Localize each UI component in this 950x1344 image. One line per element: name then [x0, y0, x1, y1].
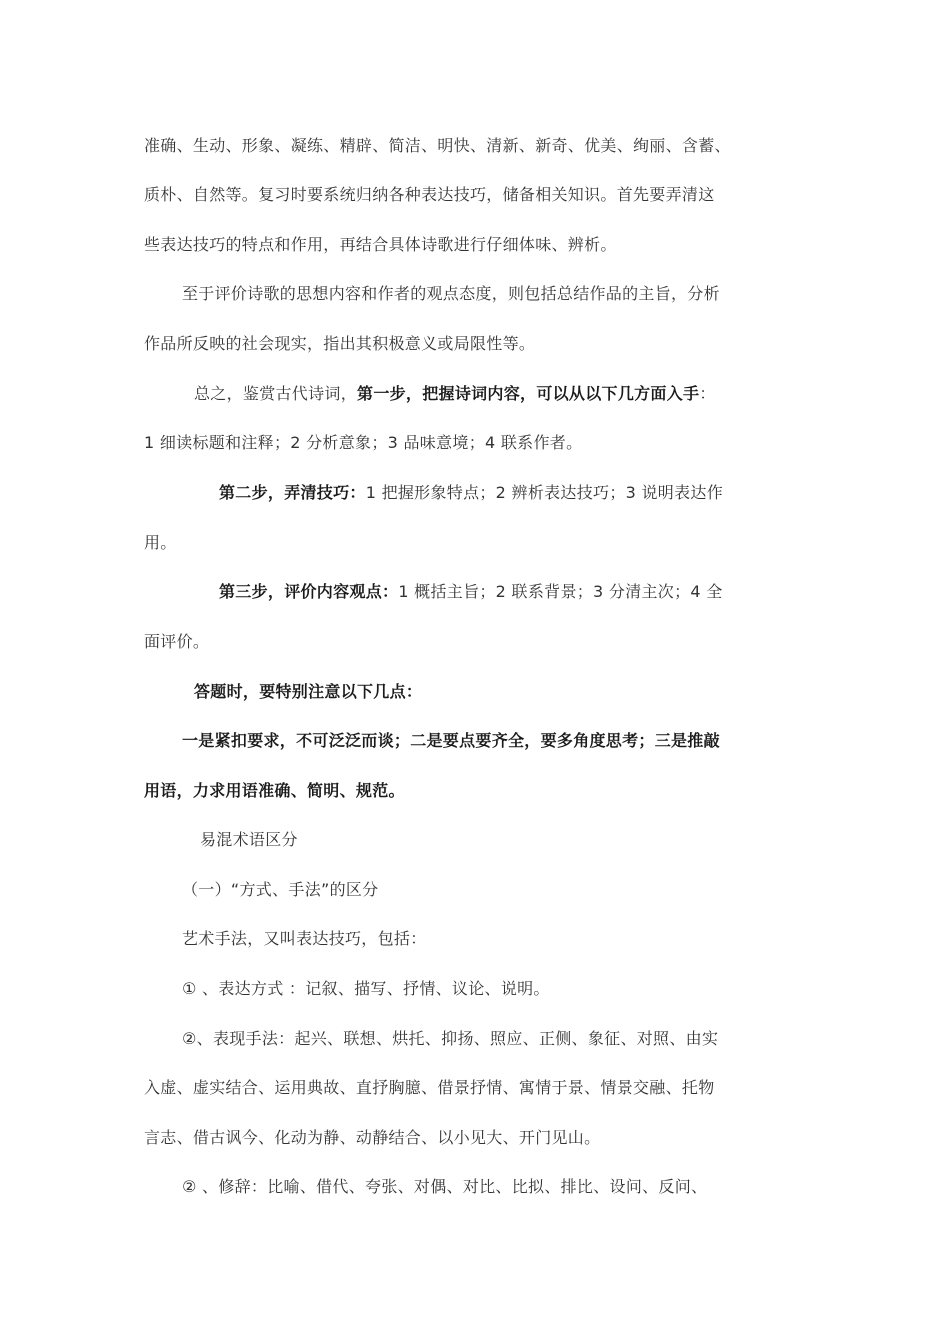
answer-notes-line: 用语，力求用语准确、简明、规范。 [144, 781, 405, 800]
section-title: 易混术语区分 [200, 830, 298, 849]
colon: ： [699, 384, 716, 403]
paragraph-line: 准确、生动、形象、凝练、精辟、简洁、明快、清新、新奇、优美、绚丽、含蓄、 [144, 136, 731, 155]
step-two-line [219, 483, 723, 503]
paragraph-line: 艺术手法，又叫表达技巧，包括： [182, 929, 427, 948]
list-item: ① 、表达方式 ：记叙、描写、抒情、议论、说明。 [182, 979, 550, 998]
summary-intro: 总之，鉴赏古代诗词， [194, 384, 358, 403]
paragraph-line: 1 细读标题和注释；2 分析意象；3 品味意境；4 联系作者。 [144, 433, 583, 452]
step-three-line [219, 582, 723, 602]
paragraph-line: 用。 [144, 533, 177, 552]
paragraph-line: 些表达技巧的特点和作用，再结合具体诗歌进行仔细体味、辨析。 [144, 235, 617, 254]
paragraph-line: 质朴、自然等。复习时要系统归纳各种表达技巧，储备相关知识。首先要弄清这 [144, 185, 715, 204]
step-one-heading: 第一步，把握诗词内容，可以从以下几方面入手 [357, 384, 700, 403]
paragraph-line: 作品所反映的社会现实，指出其积极意义或局限性等。 [144, 334, 536, 353]
step-one-line [194, 384, 716, 404]
step-three-heading: 第三步，评价内容观点： [219, 582, 399, 601]
paragraph-line: 面评价。 [144, 632, 210, 651]
paragraph-line: 入虚、虚实结合、运用典故、直抒胸臆、借景抒情、寓情于景、情景交融、托物 [144, 1078, 715, 1097]
subsection-title: （一）“方式、手法”的区分 [182, 880, 379, 899]
step-three-text: 1 概括主旨；2 联系背景；3 分清主次；4 全 [398, 582, 723, 601]
list-item: ② 、修辞：比喻、借代、夸张、对偶、对比、比拟、排比、设问、反问、 [182, 1177, 708, 1196]
answer-notes-line: 一是紧扣要求，不可泛泛而谈；二是要点要齐全，要多角度思考；三是推敲 [182, 731, 720, 750]
step-two-text: 1 把握形象特点；2 辨析表达技巧；3 说明表达作 [365, 483, 724, 502]
step-two-heading: 第二步，弄清技巧： [219, 483, 366, 502]
answer-notes-heading: 答题时，要特别注意以下几点： [194, 682, 423, 701]
list-item: ②、表现手法：起兴、联想、烘托、抑扬、照应、正侧、象征、对照、由实 [182, 1029, 719, 1048]
paragraph-line: 言志、借古讽今、化动为静、动静结合、以小见大、开门见山。 [144, 1128, 601, 1147]
paragraph-line: 至于评价诗歌的思想内容和作者的观点态度，则包括总结作品的主旨，分析 [182, 284, 720, 303]
